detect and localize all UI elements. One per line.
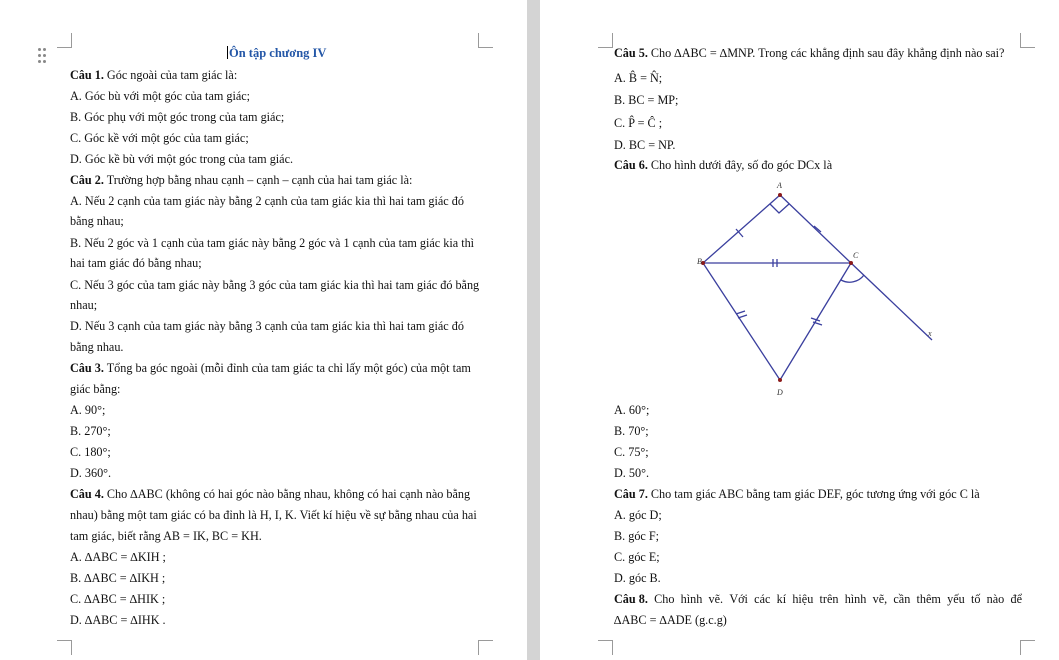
q1-stem: Câu 1. Góc ngoài của tam giác là: bbox=[70, 68, 238, 82]
q8-stem-line1: Câu 8. Cho hình vẽ. Với các kí hiệu trên hình vẽ, cần thêm yếu tố nào để bbox=[614, 592, 1022, 606]
crop-mark-bottom-right bbox=[478, 640, 493, 655]
ray-cx bbox=[851, 263, 932, 340]
crop-mark-top-left bbox=[57, 33, 72, 48]
label-a: A bbox=[777, 181, 782, 190]
label-x: x bbox=[928, 329, 932, 338]
q3-option-d: D. 360°. bbox=[70, 466, 112, 480]
q8-stem-line2: ∆ABC = ∆ADE (g.c.g) bbox=[614, 613, 727, 627]
point-a bbox=[778, 193, 782, 197]
q6-option-c: C. 75°; bbox=[614, 445, 649, 459]
q6-stem: Câu 6. Cho hình dưới đây, số đo góc DCx là bbox=[614, 158, 833, 172]
q1-option-b: B. Góc phụ với một góc trong của tam giác; bbox=[70, 110, 285, 124]
q4-option-c: C. ∆ABC = ∆HIK ; bbox=[70, 592, 166, 606]
q2-option-a-line2: bằng nhau; bbox=[70, 214, 124, 228]
q2-option-c-line2: nhau; bbox=[70, 298, 98, 312]
document-title[interactable]: Ôn tập chương IV bbox=[229, 46, 327, 60]
q4-option-d: D. ∆ABC = ∆IHK . bbox=[70, 613, 166, 627]
point-c bbox=[849, 261, 853, 265]
q7-option-d: D. góc B. bbox=[614, 571, 661, 585]
q3-option-c: C. 180°; bbox=[70, 445, 111, 459]
segment-bd bbox=[703, 263, 780, 380]
q2-option-b-line2: hai tam giác đó bằng nhau; bbox=[70, 256, 202, 270]
q5-stem: Câu 5. Cho ∆ABC = ∆MNP. Trong các khẳng định sau đây khẳng định nào sai? bbox=[614, 46, 1005, 60]
q2-option-a-line1: A. Nếu 2 cạnh của tam giác này bằng 2 cạnh của tam giác kia thì hai tam giác đó bbox=[70, 194, 464, 208]
q3-option-a: A. 90°; bbox=[70, 403, 106, 417]
label-c: C bbox=[853, 251, 859, 260]
q6-option-a: A. 60°; bbox=[614, 403, 650, 417]
crop-mark-top-right bbox=[478, 33, 493, 48]
q5-option-d: D. BC = NP. bbox=[614, 138, 676, 152]
q2-stem: Câu 2. Trường hợp bằng nhau cạnh – cạnh – cạnh của hai tam giác là: bbox=[70, 173, 413, 187]
angle-arc-dcx bbox=[841, 275, 864, 282]
label-b: B bbox=[697, 257, 702, 266]
segment-cd bbox=[780, 263, 851, 380]
tick-bd-2 bbox=[738, 315, 747, 318]
segment-ac bbox=[780, 195, 851, 263]
segment-ab bbox=[703, 195, 780, 263]
q5-option-a: A. B̂ = N̂; bbox=[614, 71, 663, 85]
text-cursor bbox=[227, 46, 228, 59]
crop-mark-bottom-left bbox=[598, 640, 613, 655]
q4-option-b: B. ∆ABC = ∆IKH ; bbox=[70, 571, 166, 585]
q7-stem: Câu 7. Cho tam giác ABC bằng tam giác DEF, góc tương ứng với góc C là bbox=[614, 487, 980, 501]
q3-option-b: B. 270°; bbox=[70, 424, 111, 438]
q3-stem-line1: Câu 3. Tổng ba góc ngoài (mỗi đỉnh của tam giác ta chỉ lấy một góc) của một tam bbox=[70, 361, 471, 375]
q1-option-a: A. Góc bù với một góc của tam giác; bbox=[70, 89, 251, 103]
q6-geometry-figure bbox=[540, 0, 1059, 400]
crop-mark-bottom-left bbox=[57, 640, 72, 655]
q7-option-a: A. góc D; bbox=[614, 508, 662, 522]
q2-option-c-line1: C. Nếu 3 góc của tam giác này bằng 3 góc của tam giác kia thì hai tam giác đó bằng bbox=[70, 278, 480, 292]
table-move-handle-icon[interactable] bbox=[38, 48, 48, 64]
right-angle-mark bbox=[770, 204, 789, 213]
q4-stem-line2: nhau) bằng một tam giác có ba đỉnh là H, I, K. Viết kí hiệu về sự bằng nhau của hai bbox=[70, 508, 477, 522]
point-d bbox=[778, 378, 782, 382]
q7-option-c: C. góc E; bbox=[614, 550, 660, 564]
q6-option-b: B. 70°; bbox=[614, 424, 649, 438]
q2-option-d-line2: bằng nhau. bbox=[70, 340, 124, 354]
crop-mark-bottom-right bbox=[1020, 640, 1035, 655]
q4-option-a: A. ∆ABC = ∆KIH ; bbox=[70, 550, 166, 564]
q4-stem-line3: tam giác, biết rằng AB = IK, BC = KH. bbox=[70, 529, 262, 543]
q4-stem-line1: Câu 4. Cho ∆ABC (không có hai góc nào bằng nhau, không có hai cạnh nào bằng bbox=[70, 487, 471, 501]
label-d: D bbox=[777, 388, 783, 397]
q7-option-b: B. góc F; bbox=[614, 529, 660, 543]
q2-option-b-line1: B. Nếu 2 góc và 1 cạnh của tam giác này bằng 2 góc và 1 cạnh của tam giác kia thì bbox=[70, 236, 475, 250]
q6-option-d: D. 50°. bbox=[614, 466, 650, 480]
q1-option-c: C. Góc kề với một góc của tam giác; bbox=[70, 131, 249, 145]
document-page-right bbox=[540, 0, 1059, 660]
q3-stem-line2: giác bằng: bbox=[70, 382, 121, 396]
q5-option-b: B. BC = MP; bbox=[614, 93, 679, 107]
q5-option-c: C. P̂ = Ĉ ; bbox=[614, 116, 663, 130]
document-page-left bbox=[0, 0, 527, 660]
q2-option-d-line1: D. Nếu 3 cạnh của tam giác này bằng 3 cạnh của tam giác kia thì hai tam giác đó bbox=[70, 319, 464, 333]
tick-bd-1 bbox=[736, 311, 745, 314]
q1-option-d: D. Góc kề bù với một góc trong của tam giác. bbox=[70, 152, 294, 166]
